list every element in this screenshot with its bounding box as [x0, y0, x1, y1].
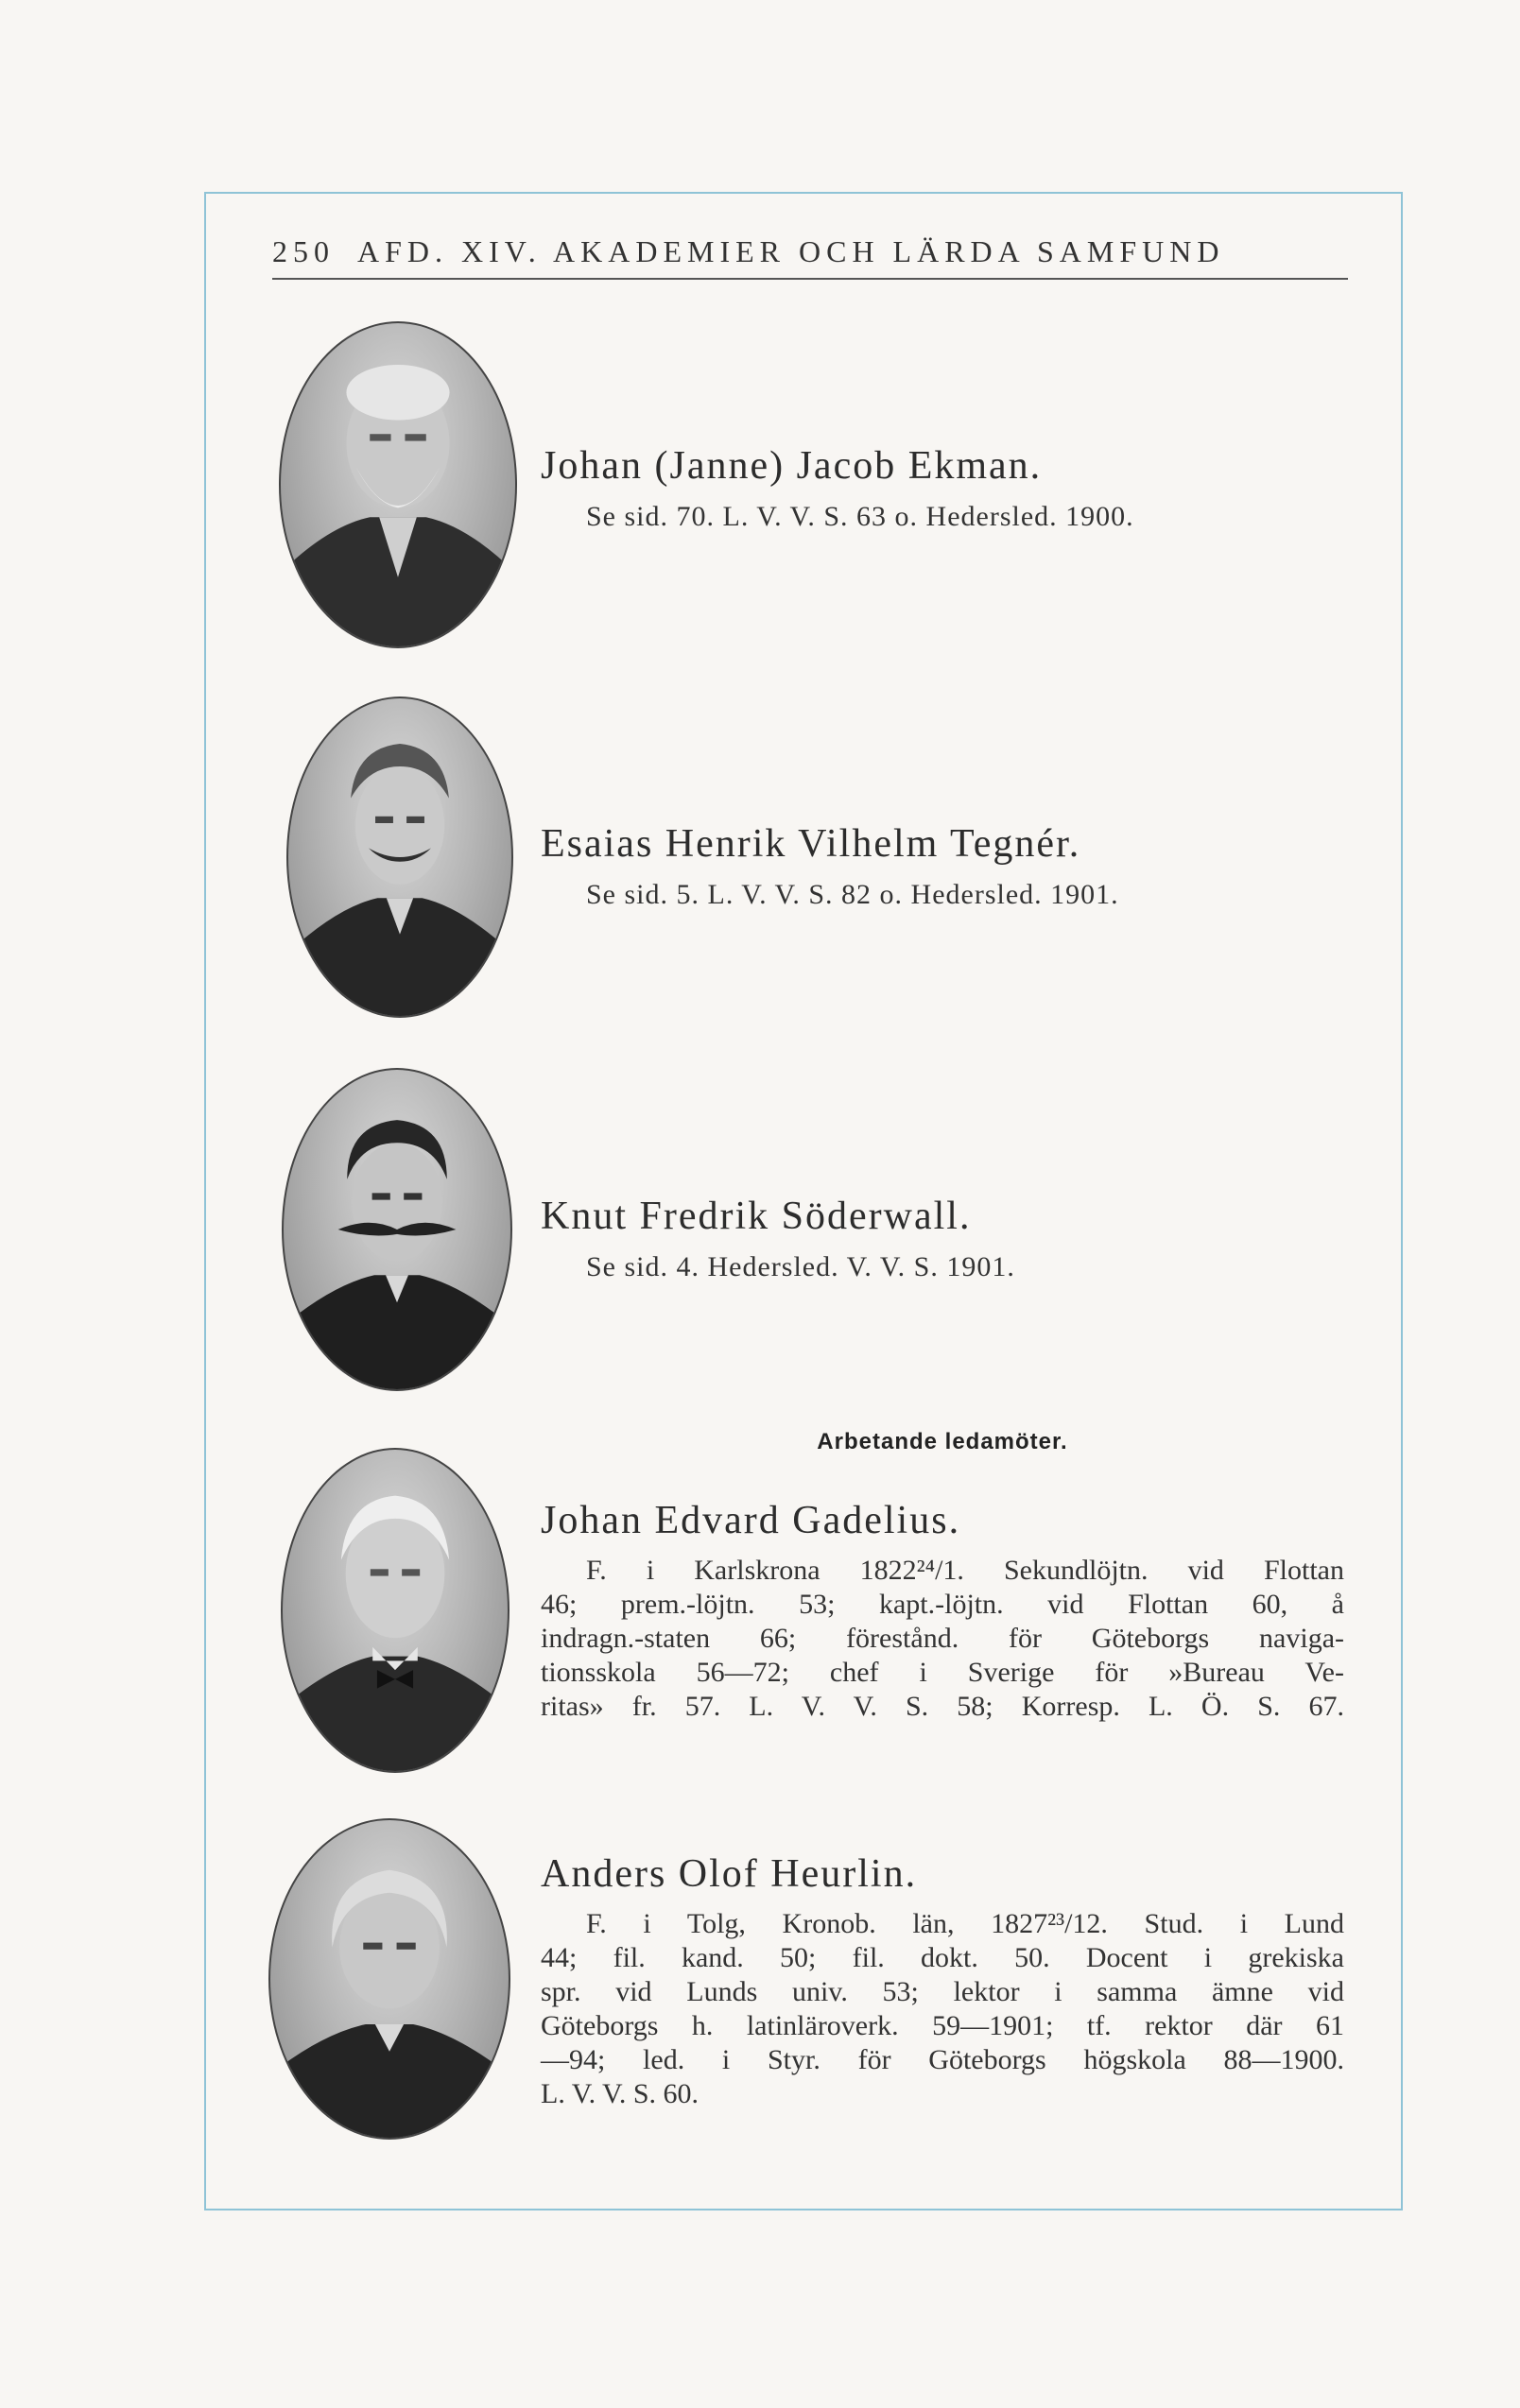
bio-line: F. i Karlskrona 1822²⁴/1. Sekundlöjtn. vid Flottan — [586, 1555, 1344, 1587]
entry-name: Knut Fredrik Söderwall. — [541, 1195, 972, 1238]
page-number: 250 — [272, 233, 335, 268]
running-head-title: AFD. XIV. AKADEMIER OCH LÄRDA SAMFUND — [357, 233, 1225, 268]
portrait-ekman-image — [281, 323, 515, 646]
entry-heurlin — [541, 1852, 1344, 2111]
bio-line: ritas» fr. 57. L. V. V. S. 58; Korresp. L. Ö. S. 67. — [541, 1691, 1344, 1723]
bio-line: indragn.-staten 66; förestånd. för Göteborgs naviga- — [541, 1623, 1344, 1655]
bio-line: Göteborgs h. latinläroverk. 59—1901; tf. rektor där 61 — [541, 2010, 1344, 2042]
entry-gadelius — [541, 1499, 1344, 1724]
bio-line: 44; fil. kand. 50; fil. dokt. 50. Docent i grekiska — [541, 1942, 1344, 1974]
portrait-tegner — [286, 697, 513, 1018]
entry-soderwall — [541, 1195, 1344, 1283]
section-heading: Arbetande ledamöter. — [817, 1429, 1068, 1454]
portrait-heurlin-image — [270, 1820, 509, 2138]
bio-line: —94; led. i Styr. för Göteborgs högskola 88—1900. — [541, 2044, 1344, 2076]
portrait-soderwall — [282, 1068, 512, 1391]
entry-name: Esaias Henrik Vilhelm Tegnér. — [541, 822, 1081, 866]
portrait-gadelius-image — [283, 1450, 508, 1771]
entry-name: Johan Edvard Gadelius. — [541, 1499, 961, 1542]
bio-line: F. i Tolg, Kronob. län, 1827²³/12. Stud. i Lund — [586, 1908, 1344, 1940]
bio-line: 46; prem.-löjtn. 53; kapt.-löjtn. vid Flottan 60, å — [541, 1589, 1344, 1621]
entry-ekman — [541, 444, 1344, 533]
entry-detail: Se sid. 70. L. V. V. S. 63 o. Hedersled. 1900. — [586, 501, 1134, 533]
portrait-heurlin — [268, 1818, 510, 2140]
entry-detail: Se sid. 5. L. V. V. S. 82 o. Hedersled. 1901. — [586, 879, 1119, 911]
entry-bio — [541, 1554, 1344, 1724]
portrait-gadelius — [281, 1448, 510, 1773]
portrait-tegner-image — [288, 698, 511, 1016]
entry-detail: Se sid. 4. Hedersled. V. V. S. 1901. — [586, 1251, 1015, 1283]
bio-line: L. V. V. S. 60. — [541, 2078, 700, 2110]
entry-name: Johan (Janne) Jacob Ekman. — [541, 444, 1043, 488]
entry-tegner — [541, 822, 1344, 911]
portrait-ekman — [279, 321, 517, 648]
running-head — [272, 225, 1348, 280]
entry-name: Anders Olof Heurlin. — [541, 1852, 918, 1896]
portrait-soderwall-image — [284, 1070, 510, 1389]
bio-line: spr. vid Lunds univ. 53; lektor i samma ämne vid — [541, 1976, 1344, 2008]
entry-bio — [541, 1907, 1344, 2111]
bio-line: tionsskola 56—72; chef i Sverige för »Bureau Ve- — [541, 1657, 1344, 1689]
